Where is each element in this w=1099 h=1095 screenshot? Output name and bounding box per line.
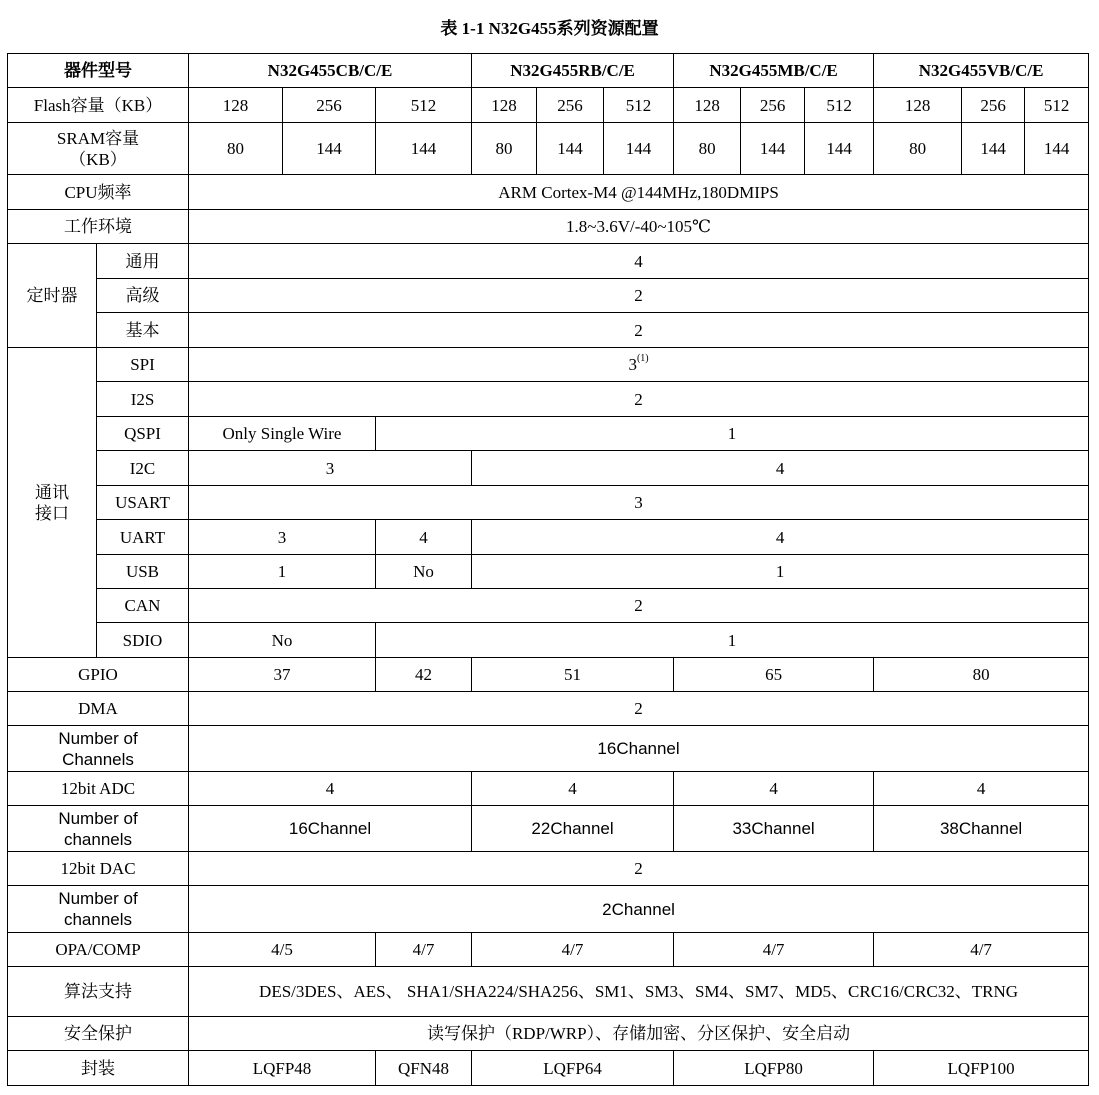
table-cell: 144 [1025,123,1089,175]
model-header: N32G455VB/C/E [874,54,1089,88]
table-row [8,623,1089,658]
table-row [8,726,1089,772]
table-cell: 4/7 [376,933,472,967]
table-row [8,555,1089,589]
table-cell: 2 [189,692,1089,726]
row-label [8,806,189,852]
row-label: Flash容量（KB） [8,88,189,123]
table-cell: 4 [472,451,1089,486]
table-cell: 128 [874,88,962,123]
table-cell: 2 [189,852,1089,886]
group-label-timer: 定时器 [8,244,97,348]
table-cell: 65 [674,658,874,692]
table-cell: 2 [189,313,1089,348]
device-header: 器件型号 [8,54,189,88]
table-cell: ARM Cortex-M4 @144MHz,180DMIPS [189,175,1089,210]
table-row [8,933,1089,967]
table-cell: 144 [741,123,805,175]
table-cell: 1 [376,417,1089,451]
table-cell: 16Channel [189,726,1089,772]
row-label: 算法支持 [8,967,189,1017]
table-row [8,658,1089,692]
table-cell: 144 [537,123,604,175]
table-caption: 表 1-1 N32G455系列资源配置 [440,19,659,38]
row-label: 工作环境 [8,210,189,244]
table-cell: 42 [376,658,472,692]
row-label: OPA/COMP [8,933,189,967]
table-cell: 33Channel [674,806,874,852]
table-cell: 4 [189,772,472,806]
table-row [8,852,1089,886]
table-cell: 256 [537,88,604,123]
table-cell: Only Single Wire [189,417,376,451]
row-label: CAN [97,589,189,623]
model-header: N32G455CB/C/E [189,54,472,88]
table-row [8,967,1089,1017]
table-cell: 3 [189,486,1089,520]
table-cell: 512 [805,88,874,123]
model-header: N32G455MB/C/E [674,54,874,88]
resource-config-table [7,53,1089,1086]
row-label [8,123,189,175]
row-label: 基本 [97,313,189,348]
table-cell: 80 [472,123,537,175]
table-row [8,692,1089,726]
row-label: 封装 [8,1051,189,1086]
row-label: 12bit ADC [8,772,189,806]
table-cell: 3 [189,520,376,555]
row-label-text: Number of channels [58,808,138,849]
table-row [8,1051,1089,1086]
table-cell: 80 [674,123,741,175]
table-cell: 读写保护（RDP/WRP）、存储加密、分区保护、安全启动 [189,1017,1089,1051]
table-cell: 37 [189,658,376,692]
table-cell: 1 [472,555,1089,589]
table-cell: 2 [189,589,1089,623]
table-cell: 38Channel [874,806,1089,852]
row-label: 高级 [97,279,189,313]
table-row [8,417,1089,451]
table-cell: No [189,623,376,658]
table-cell: 16Channel [189,806,472,852]
table-cell: 512 [376,88,472,123]
table-cell: LQFP48 [189,1051,376,1086]
row-label: SPI [97,348,189,382]
table-cell: 144 [283,123,376,175]
row-label: CPU频率 [8,175,189,210]
row-label: 通用 [97,244,189,279]
row-label: DMA [8,692,189,726]
model-header: N32G455RB/C/E [472,54,674,88]
table-cell: 4/5 [189,933,376,967]
table-cell: 3 [189,451,472,486]
row-label: USB [97,555,189,589]
table-row [8,244,1089,279]
table-cell: 4 [189,244,1089,279]
table-row [8,382,1089,417]
row-label: I2S [97,382,189,417]
table-row [8,175,1089,210]
row-label [8,726,189,772]
row-label-text: Number of channels [58,889,138,929]
table-cell: 22Channel [472,806,674,852]
footnote-marker: (1) [636,353,649,364]
table-cell: 128 [189,88,283,123]
row-label-text: Number of Channels [58,728,138,769]
table-cell: 144 [962,123,1025,175]
table-row [8,886,1089,933]
group-label-text: 通讯接口 [35,482,69,523]
row-label: SDIO [97,623,189,658]
table-cell: QFN48 [376,1051,472,1086]
row-label: USART [97,486,189,520]
row-label: 12bit DAC [8,852,189,886]
table-cell: 144 [376,123,472,175]
table-row [8,1017,1089,1051]
table-cell: 4/7 [472,933,674,967]
table-cell: 1 [189,555,376,589]
table-cell: 4 [472,772,674,806]
table-row [8,772,1089,806]
table-cell: 128 [674,88,741,123]
table-row [8,520,1089,555]
table-cell: 256 [283,88,376,123]
table-cell: DES/3DES、AES、 SHA1/SHA224/SHA256、SM1、SM3、SM4、SM7、MD5、CRC16/CRC32、TRNG [189,967,1089,1017]
table-row [8,451,1089,486]
spi-value: 3 [628,355,637,374]
table-cell: 51 [472,658,674,692]
table-row [8,806,1089,852]
table-row [8,313,1089,348]
table-cell: 4 [376,520,472,555]
row-label: GPIO [8,658,189,692]
table-row [8,279,1089,313]
row-label: 安全保护 [8,1017,189,1051]
table-cell: 4/7 [674,933,874,967]
table-cell: 4 [472,520,1089,555]
table-cell: 2Channel [189,886,1089,933]
table-cell: 1.8~3.6V/-40~105℃ [189,210,1089,244]
table-cell: No [376,555,472,589]
table-cell: LQFP64 [472,1051,674,1086]
table-cell: 4/7 [874,933,1089,967]
table-cell: 512 [604,88,674,123]
table-cell: 4 [674,772,874,806]
table-row [8,589,1089,623]
table-cell: 256 [962,88,1025,123]
row-label: I2C [97,451,189,486]
table-row [8,210,1089,244]
table-cell: 80 [189,123,283,175]
table-cell: LQFP100 [874,1051,1089,1086]
group-label-comm [8,348,97,658]
table-cell [189,348,1089,382]
row-label-text: SRAM容量（KB） [56,128,140,169]
table-cell: 144 [604,123,674,175]
table-row [8,54,1089,88]
table-cell: 80 [874,658,1089,692]
table-cell: 80 [874,123,962,175]
row-label: UART [97,520,189,555]
table-row [8,486,1089,520]
table-cell: 512 [1025,88,1089,123]
row-label: QSPI [97,417,189,451]
row-label [8,886,189,933]
table-row [8,88,1089,123]
table-cell: 1 [376,623,1089,658]
table-row [8,123,1089,175]
table-row [8,348,1089,382]
table-cell: 256 [741,88,805,123]
table-cell: 2 [189,279,1089,313]
table-cell: 144 [805,123,874,175]
table-cell: 4 [874,772,1089,806]
table-cell: 128 [472,88,537,123]
table-cell: LQFP80 [674,1051,874,1086]
table-cell: 2 [189,382,1089,417]
